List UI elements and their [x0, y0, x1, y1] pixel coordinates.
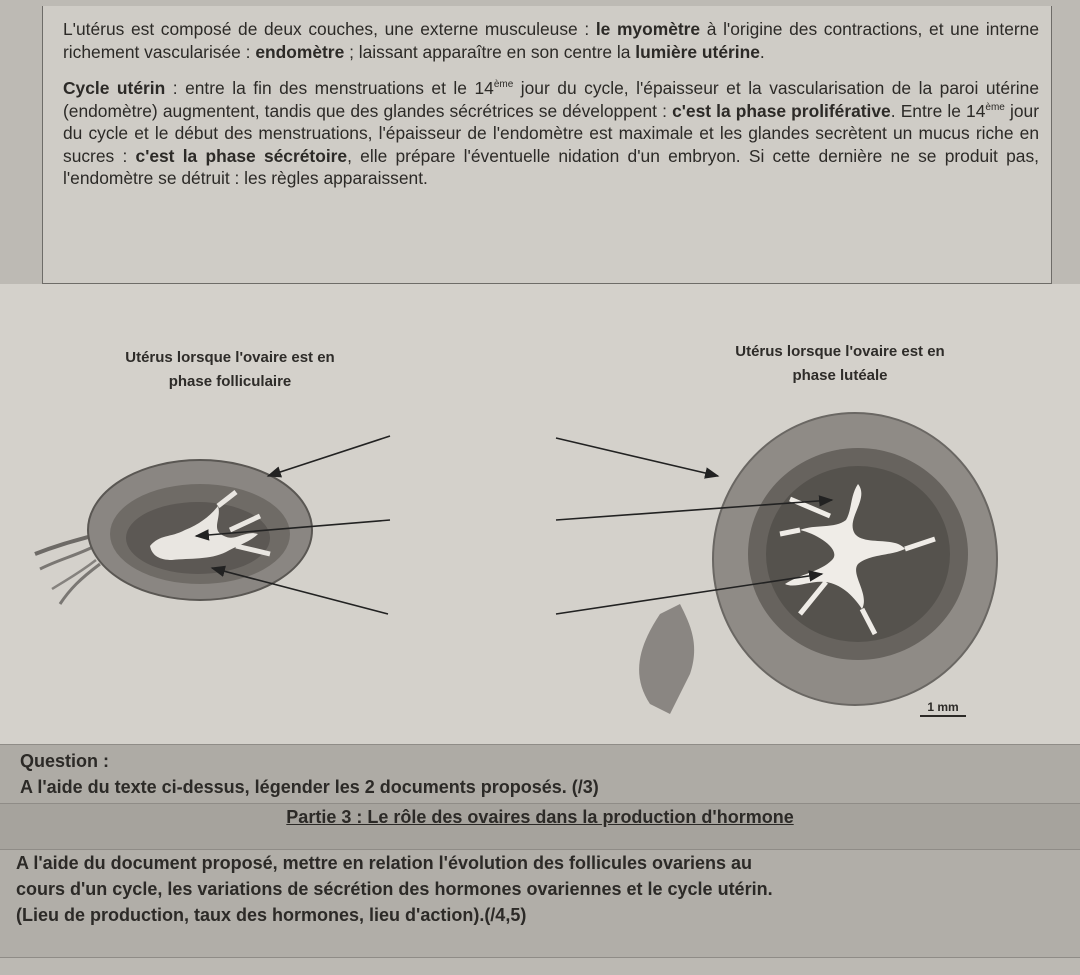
- partie-3-header: [0, 804, 1080, 850]
- term-endometre: endomètre: [255, 41, 345, 62]
- figure-title-follicular: [80, 346, 380, 394]
- figure-title-line: Utérus lorsque l'ovaire est en: [125, 349, 335, 366]
- text-span: jour du cycle, l'épaisseur et la vascularisation de la paroi utérine (endomètre) augmentent, tandis que des glandes sécrétrices se développent :: [63, 78, 1040, 121]
- intro-paragraph-uterus: [63, 18, 1039, 63]
- text-span: L'utérus est composé de deux couches, une externe musculeuse :: [63, 19, 596, 39]
- uterus-luteal-image: [639, 413, 997, 714]
- text-span: à l'origine des contractions, et une interne richement vascularisée :: [63, 19, 1039, 62]
- intro-text-box: [42, 6, 1052, 284]
- task-line: A l'aide du document proposé, mettre en relation l'évolution des follicules ovariens au: [16, 853, 753, 873]
- figure-title-line: phase folliculaire: [168, 373, 292, 390]
- question-text: A l'aide du texte ci-dessus, légender les 2 documents proposés. (/3): [20, 777, 599, 797]
- text-span: jour du cycle et le début des menstruations, l'épaisseur de l'endomètre est maximale et les glandes secrètent un mucus riche en sucres :: [63, 100, 1039, 166]
- term-cycle-uterin: Cycle utérin: [63, 78, 166, 98]
- text-span: .: [759, 41, 765, 62]
- page-bottom-margin: [0, 958, 1080, 975]
- text-span: . Entre le 14: [890, 100, 986, 121]
- task-line: cours d'un cycle, les variations de sécrétion des hormones ovariennes et le cycle utérin.: [16, 879, 773, 899]
- partie-3-title: Partie 3 : Le rôle des ovaires dans la production d'hormone: [286, 807, 794, 827]
- figure-title-luteal: [690, 340, 990, 388]
- term-phase-secretoire: c'est la phase sécrétoire: [135, 145, 348, 166]
- text-span: ; laissant apparaître en son centre la: [344, 41, 636, 62]
- figure-title-line: phase lutéale: [792, 367, 888, 384]
- question-heading: Question :: [20, 751, 109, 771]
- uterus-figures: [0, 284, 1080, 744]
- label-line-right-1: [556, 438, 718, 476]
- term-myometre: le myomètre: [595, 19, 701, 39]
- question-section: [0, 744, 1080, 804]
- ordinal-sup: ème: [985, 101, 1005, 113]
- text-span: , elle prépare l'éventuelle nidation d'un embryon. Si cette dernière ne se produit pas, l'endomètre se détruit : les règles apparaissent.: [63, 145, 1039, 188]
- scale-bar: 1 mm: [920, 700, 966, 717]
- term-lumiere-uterine: lumière utérine: [635, 41, 760, 62]
- label-line-left-1: [268, 436, 390, 476]
- uterus-follicular-image: [35, 460, 312, 604]
- task-line: (Lieu de production, taux des hormones, lieu d'action).(/4,5): [16, 905, 527, 925]
- term-phase-proliferative: c'est la phase proliférative: [672, 100, 891, 121]
- text-span: : entre la fin des menstruations et le 14: [165, 78, 494, 98]
- task-section: [0, 850, 1080, 958]
- intro-paragraph-cycle: [63, 77, 1039, 190]
- ordinal-sup: ème: [493, 79, 514, 91]
- figure-title-line: Utérus lorsque l'ovaire est en: [735, 343, 945, 360]
